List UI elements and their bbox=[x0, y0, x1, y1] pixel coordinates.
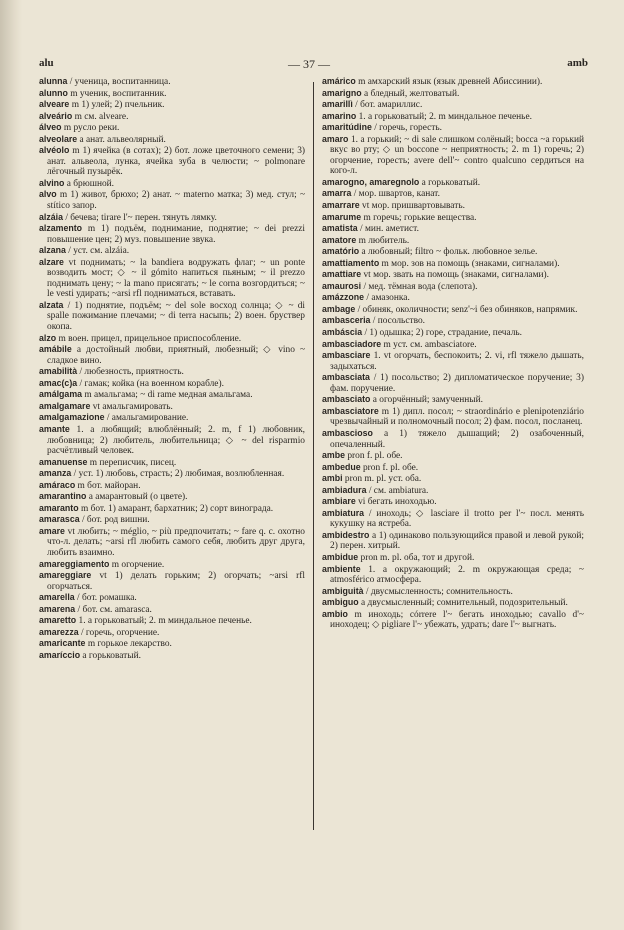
entry-definition: 1. a любящий; влюблённый; 2. m, f 1) любовник, любовница; 2) любитель, любительница; ◇ ~ del risparmio расчётливый человек. bbox=[47, 424, 305, 457]
right-guide-word: amb bbox=[567, 57, 588, 69]
dictionary-entry bbox=[39, 344, 305, 366]
entry-headword: amarrare bbox=[322, 200, 360, 211]
entry-definition: m уст. см. ambasciatore. bbox=[383, 339, 477, 350]
dictionary-entry bbox=[39, 650, 305, 662]
entry-definition: m амхарский язык (язык древней Абиссинии). bbox=[358, 77, 543, 87]
entry-headword: amálgama bbox=[39, 389, 83, 400]
entry-definition: / двусмысленность; сомнительность. bbox=[365, 586, 513, 597]
entry-headword: ambiatura bbox=[322, 507, 365, 518]
entry-definition: m переписчик, писец. bbox=[89, 457, 177, 468]
entry-headword: amaurosi bbox=[322, 280, 362, 291]
dictionary-entry bbox=[322, 281, 584, 293]
dictionary-entry bbox=[39, 592, 305, 604]
entry-definition: m бот. 1) амарант, бархатник; 2) сорт винограда. bbox=[80, 503, 274, 514]
entry-headword: amaritúdine bbox=[322, 122, 372, 133]
dictionary-entry bbox=[322, 269, 584, 281]
entry-headword: amalgamare bbox=[39, 400, 91, 411]
entry-definition: / 1) посольство; 2) дипломатическое поручение; 3) фам. поручение. bbox=[330, 373, 584, 394]
entry-headword: ambiadura bbox=[322, 484, 367, 495]
entry-definition: / горечь, огорчение. bbox=[80, 627, 160, 638]
entry-headword: alvo bbox=[39, 189, 57, 200]
entry-definition: a бледный, желтоватый. bbox=[363, 88, 460, 99]
dictionary-entry bbox=[322, 111, 584, 123]
dictionary-entry bbox=[322, 188, 584, 200]
dictionary-entry bbox=[322, 292, 584, 304]
dictionary-entry bbox=[39, 122, 305, 134]
entry-headword: alzáia bbox=[39, 211, 63, 222]
dictionary-entry bbox=[322, 473, 584, 485]
dictionary-entry bbox=[322, 99, 584, 111]
entry-definition: m амальгама; ~ di rame медная амальгама. bbox=[84, 390, 253, 401]
entry-definition: pron m. pl. оба, тот и другой. bbox=[360, 552, 475, 563]
entry-headword: alzana bbox=[39, 245, 66, 256]
entry-headword: ambe bbox=[322, 450, 345, 461]
dictionary-entry bbox=[322, 552, 584, 564]
entry-headword: ambiguità bbox=[322, 585, 364, 596]
entry-definition: m русло реки. bbox=[63, 123, 120, 134]
dictionary-entry bbox=[322, 223, 584, 235]
entry-headword: alveare bbox=[39, 99, 70, 110]
entry-definition: m 1) ячейка (в сотах); 2) бот. ложе цветочного семени; 3) анат. альвеола, лунка, ячейка зуба в челюсти; ~ polmonare лёгочный пузырёк. bbox=[47, 146, 305, 178]
entry-definition: / бот. род вишни. bbox=[81, 515, 150, 526]
entry-headword: álveo bbox=[39, 122, 62, 133]
dictionary-entry bbox=[322, 246, 584, 258]
entry-headword: ambasciare bbox=[322, 350, 371, 361]
entry-headword: ambiente bbox=[322, 563, 361, 574]
dictionary-entry bbox=[39, 178, 305, 190]
entry-headword: ambidestro bbox=[322, 529, 370, 540]
entry-definition: / обиняк, околичности; senz'~i без обиняков, напрямик. bbox=[357, 304, 578, 315]
entry-definition: m воен. прицел, прицельное приспособление. bbox=[58, 333, 242, 344]
entry-definition: / иноходь; ◇ lasciare il trotto per l'~ посл. менять кукушку на ястреба. bbox=[330, 508, 584, 530]
entry-headword: alzo bbox=[39, 332, 57, 343]
entry-headword: amareggiare bbox=[39, 570, 92, 581]
entry-headword: amattiare bbox=[322, 269, 362, 280]
dictionary-entry bbox=[39, 503, 305, 515]
entry-definition: 1. a окружающий; 2. m окружающая среда; ~ atmosférico атмосфера. bbox=[330, 564, 585, 586]
dictionary-entry bbox=[39, 378, 305, 390]
dictionary-entry bbox=[39, 412, 305, 424]
entry-definition: m бот. майоран. bbox=[77, 480, 141, 491]
dictionary-entry bbox=[39, 389, 305, 401]
entry-headword: amabilità bbox=[39, 366, 78, 377]
dictionary-entry bbox=[39, 88, 305, 100]
dictionary-entry bbox=[39, 514, 305, 526]
entry-headword: amare bbox=[39, 525, 65, 536]
entry-headword: amatista bbox=[322, 223, 358, 234]
dictionary-entry bbox=[39, 604, 305, 616]
dictionary-entry bbox=[39, 480, 305, 492]
right-column bbox=[322, 76, 584, 631]
dictionary-entry bbox=[39, 491, 305, 503]
dictionary-entry bbox=[322, 564, 584, 586]
entry-definition: vt 1) делать горьким; 2) огорчать; ~arsi rfl огорчаться. bbox=[47, 571, 305, 592]
entry-definition: m см. alveare. bbox=[74, 111, 129, 122]
entry-headword: alvino bbox=[39, 177, 65, 188]
entry-headword: amac(c)a bbox=[39, 377, 78, 388]
left-column bbox=[39, 76, 305, 661]
dictionary-entry bbox=[322, 372, 584, 394]
dictionary-entry bbox=[322, 327, 584, 339]
dictionary-entry bbox=[39, 615, 305, 627]
entry-headword: amarezza bbox=[39, 626, 79, 637]
entry-definition: / 1) одышка; 2) горе, страдание, печаль. bbox=[364, 328, 523, 339]
dictionary-entry bbox=[322, 508, 584, 530]
entry-definition: / амальгамирование. bbox=[106, 413, 189, 424]
entry-headword: ambascioso bbox=[322, 427, 373, 438]
dictionary-entry bbox=[39, 627, 305, 639]
entry-definition: / 1) поднятие, подъём; ~ del sole восход солнца; ◇ ~ di spalle пожимание плечами; ~ di terra насыпь; 2) воен. бруствер окопа. bbox=[47, 300, 306, 333]
dictionary-entry bbox=[39, 134, 305, 146]
dictionary-entry bbox=[322, 212, 584, 224]
entry-headword: amarillì bbox=[322, 99, 353, 110]
dictionary-entry bbox=[39, 111, 305, 123]
entry-headword: alzamento bbox=[39, 223, 83, 234]
entry-headword: ambasciatore bbox=[322, 405, 379, 416]
dictionary-entry bbox=[39, 526, 305, 559]
entry-headword: ambidue bbox=[322, 551, 359, 562]
dictionary-entry bbox=[322, 350, 584, 372]
dictionary-entry bbox=[322, 462, 584, 474]
dictionary-entry bbox=[322, 485, 584, 497]
entry-definition: / любезность, приятность. bbox=[79, 367, 184, 378]
dictionary-entry bbox=[39, 300, 305, 333]
entry-headword: ambasciadore bbox=[322, 338, 382, 349]
entry-definition: / мор. швартов, канат. bbox=[353, 189, 440, 200]
entry-definition: a любовный; filtro ~ фольк. любовное зелье. bbox=[361, 247, 538, 258]
entry-headword: amaretto bbox=[39, 615, 77, 626]
dictionary-entry bbox=[322, 76, 584, 88]
entry-headword: alunna bbox=[39, 76, 68, 86]
entry-definition: / уст. см. alzáia. bbox=[68, 246, 130, 257]
dictionary-entry bbox=[39, 99, 305, 111]
dictionary-entry bbox=[322, 597, 584, 609]
entry-definition: / см. ambiatura. bbox=[368, 485, 429, 496]
entry-headword: amattiamento bbox=[322, 257, 380, 268]
dictionary-entry bbox=[39, 570, 305, 592]
entry-definition: a амарантовый (о цвете). bbox=[88, 492, 188, 503]
entry-headword: amarino bbox=[322, 110, 357, 121]
entry-headword: amarume bbox=[322, 211, 362, 222]
entry-definition: a горьковатый. bbox=[82, 650, 141, 661]
dictionary-entry bbox=[39, 189, 305, 211]
dictionary-entry bbox=[39, 366, 305, 378]
entry-headword: alunno bbox=[39, 87, 68, 98]
dictionary-entry bbox=[322, 339, 584, 351]
dictionary-entry bbox=[39, 401, 305, 413]
entry-headword: ambedue bbox=[322, 461, 361, 472]
entry-headword: ambasciato bbox=[322, 394, 371, 405]
dictionary-entry bbox=[322, 394, 584, 406]
column-divider bbox=[313, 82, 314, 830]
entry-headword: alvéolo bbox=[39, 145, 70, 156]
entry-definition: a 1) тяжело дышащий; 2) озабоченный, опечаленный. bbox=[330, 428, 584, 450]
entry-definition: m иноходь; córrere l'~ бегать иноходью; cavallo d'~ иноходец; ◇ pigliare l'~ убежать, удрать; dare l'~ выгнать. bbox=[330, 609, 585, 631]
entry-definition: vt амальгамировать. bbox=[92, 401, 173, 412]
entry-definition: m ученик, воспитанник. bbox=[70, 88, 167, 99]
entry-definition: pron f. pl. обе. bbox=[347, 451, 403, 462]
entry-definition: m 1) подъём, поднимание, поднятие; ~ dei prezzi повышение цен; 2) муз. повышение звука. bbox=[47, 224, 306, 245]
entry-definition: vt любить; ~ méglio, ~ più предпочитать; ~ fare q. c. охотно что-л. делать; ~arsi rfl любить самого себя, любить друг друга, любить взаимно. bbox=[47, 526, 305, 558]
dictionary-entry bbox=[39, 559, 305, 571]
left-guide-word: alu bbox=[39, 57, 54, 69]
entry-definition: a огорчённый; замученный. bbox=[372, 395, 483, 406]
entry-headword: amázzone bbox=[322, 292, 365, 303]
entry-headword: amaranto bbox=[39, 502, 79, 513]
dictionary-entry bbox=[322, 88, 584, 100]
dictionary-entry bbox=[322, 496, 584, 508]
entry-headword: alzare bbox=[39, 256, 64, 267]
entry-headword: amáraco bbox=[39, 479, 76, 490]
entry-headword: amábile bbox=[39, 344, 72, 355]
entry-headword: alzata bbox=[39, 299, 64, 310]
entry-definition: m 1) живот, брюхо; 2) анат. ~ materno матка; 3) мед. стул; ~ stítico запор. bbox=[47, 190, 306, 212]
dictionary-entry bbox=[322, 122, 584, 134]
entry-headword: alveário bbox=[39, 110, 73, 121]
entry-headword: amalgamazione bbox=[39, 412, 105, 423]
entry-headword: ambiguo bbox=[322, 597, 359, 608]
entry-definition: pron f. pl. обе. bbox=[362, 462, 419, 473]
dictionary-entry bbox=[39, 457, 305, 469]
entry-definition: m любитель. bbox=[358, 235, 410, 246]
entry-definition: a брюшной. bbox=[66, 178, 115, 189]
entry-definition: / амазонка. bbox=[366, 293, 410, 304]
entry-headword: amarasca bbox=[39, 514, 80, 525]
entry-definition: / мин. аметист. bbox=[360, 224, 419, 235]
entry-headword: amareggiamento bbox=[39, 558, 110, 569]
entry-definition: 1. a горький; ~ di sale слишком солёный; bocca ~a горький вкус во рту; ◇ un boccone ~ неприятность; 2. m 1) горечь; 2) огорчение, горесть; avere dell'~ contro qualcuno сердиться на кого-л. bbox=[330, 134, 584, 177]
entry-definition: m мор. зов на помощь (знаками, сигналами). bbox=[381, 258, 560, 269]
entry-definition: 1. a горьковатый; 2. m миндальное печенье. bbox=[358, 111, 532, 122]
dictionary-entry bbox=[322, 530, 584, 552]
entry-headword: ambiare bbox=[322, 496, 356, 507]
entry-definition: / бот. амариллис. bbox=[355, 100, 423, 111]
entry-definition: m огорчение. bbox=[111, 559, 165, 570]
entry-headword: amaricante bbox=[39, 638, 86, 649]
entry-definition: / ученица, воспитанница. bbox=[69, 77, 171, 87]
entry-headword: amanuense bbox=[39, 456, 88, 467]
dictionary-entry bbox=[39, 257, 305, 300]
dictionary-entry bbox=[322, 134, 584, 177]
dictionary-entry bbox=[322, 609, 584, 631]
entry-headword: ambáscia bbox=[322, 327, 363, 338]
dictionary-entry bbox=[39, 245, 305, 257]
entry-definition: a двусмысленный; сомнительный, подозрительный. bbox=[361, 598, 568, 609]
entry-headword: amaríccio bbox=[39, 649, 81, 660]
entry-headword: amarantino bbox=[39, 491, 87, 502]
entry-headword: amatório bbox=[322, 246, 360, 257]
entry-definition: vi бегать иноходью. bbox=[358, 497, 437, 508]
entry-headword: amanza bbox=[39, 468, 72, 479]
entry-headword: amaro bbox=[322, 133, 349, 144]
entry-headword: amarra bbox=[322, 188, 352, 199]
entry-definition: m горькое лекарство. bbox=[87, 639, 172, 650]
dictionary-entry bbox=[322, 235, 584, 247]
entry-definition: / бечева; tirare l'~ перен. тянуть лямку. bbox=[65, 212, 217, 223]
dictionary-entry bbox=[39, 76, 305, 88]
entry-definition: a достойный любви, приятный, любезный; ◇ vino ~ сладкое вино. bbox=[47, 345, 306, 366]
entry-definition: a анат. альвеолярный. bbox=[79, 134, 166, 145]
entry-definition: / мед. тёмная вода (слепота). bbox=[363, 281, 478, 292]
dictionary-entry bbox=[39, 223, 305, 245]
entry-headword: ambio bbox=[322, 608, 348, 619]
dictionary-entry bbox=[322, 450, 584, 462]
entry-headword: ambasciata bbox=[322, 372, 370, 383]
dictionary-entry bbox=[322, 200, 584, 212]
entry-definition: / посольство. bbox=[372, 316, 425, 327]
book-spine-shadow bbox=[0, 0, 22, 930]
entry-definition: vt поднимать; ~ la bandiera водружать флаг; ~ un ponte возводить мост; ◇ ~ il gómito напиться пьяным; ~ il prezzo поднимать цену; ~ la mano присягать; ~ le corna возгордиться; ~ le vesti удирать; ~arsi rfl подниматься, вставать. bbox=[47, 257, 305, 300]
entry-headword: alveolare bbox=[39, 133, 78, 144]
entry-headword: amárico bbox=[322, 76, 356, 86]
entry-definition: / бот. ромашка. bbox=[77, 593, 137, 604]
entry-headword: amatore bbox=[322, 234, 357, 245]
entry-definition: m горечь; горькие вещества. bbox=[363, 212, 477, 223]
dictionary-entry bbox=[322, 304, 584, 316]
entry-headword: ambi bbox=[322, 473, 343, 484]
entry-definition: / уст. 1) любовь, страсть; 2) любимая, возлюбленная. bbox=[73, 469, 285, 480]
entry-definition: a горьковатый. bbox=[421, 177, 481, 188]
dictionary-entry bbox=[39, 145, 305, 178]
entry-definition: pron m. pl. уст. оба. bbox=[344, 474, 422, 485]
dictionary-entry bbox=[39, 638, 305, 650]
entry-headword: ambage bbox=[322, 303, 356, 314]
entry-definition: m 1) улей; 2) пчельник. bbox=[71, 100, 165, 111]
dictionary-entry bbox=[39, 212, 305, 224]
entry-definition: vt мор. пришвартовывать. bbox=[362, 201, 465, 212]
entry-headword: amarena bbox=[39, 603, 76, 614]
entry-definition: / гамак; койка (на военном корабле). bbox=[79, 378, 224, 389]
entry-headword: amarella bbox=[39, 592, 75, 603]
dictionary-entry bbox=[322, 428, 584, 450]
page-number: — 37 — bbox=[288, 57, 330, 71]
dictionary-entry bbox=[39, 424, 305, 457]
entry-definition: m 1) дипл. посол; ~ straordinário e plenipotenziário чрезвычайный и полномочный посол; 2) фам. посол, посланец. bbox=[330, 406, 584, 428]
dictionary-entry bbox=[322, 177, 584, 189]
dictionary-entry bbox=[322, 586, 584, 598]
dictionary-entry bbox=[322, 258, 584, 270]
dictionary-entry bbox=[39, 468, 305, 480]
dictionary-entry bbox=[322, 315, 584, 327]
entry-definition: a 1) одинаково пользующийся правой и левой рукой; 2) перен. хитрый. bbox=[330, 530, 585, 552]
entry-headword: amarigno bbox=[322, 87, 362, 98]
entry-definition: 1. a горьковатый; 2. m миндальное печенье. bbox=[78, 616, 252, 627]
entry-definition: / бот. см. amarasca. bbox=[77, 604, 152, 615]
entry-headword: ambasceria bbox=[322, 315, 371, 326]
entry-definition: / горечь, горесть. bbox=[374, 123, 443, 134]
entry-headword: amante bbox=[39, 423, 70, 434]
entry-definition: vt мор. звать на помощь (знаками, сигналами). bbox=[363, 270, 549, 281]
entry-headword: amarogno, amaregnolo bbox=[322, 176, 420, 187]
dictionary-entry bbox=[39, 333, 305, 345]
dictionary-entry bbox=[322, 406, 584, 428]
entry-definition: 1. vt огорчать, беспокоить; 2. vi, rfl тяжело дышать, задыхаться. bbox=[330, 351, 585, 372]
